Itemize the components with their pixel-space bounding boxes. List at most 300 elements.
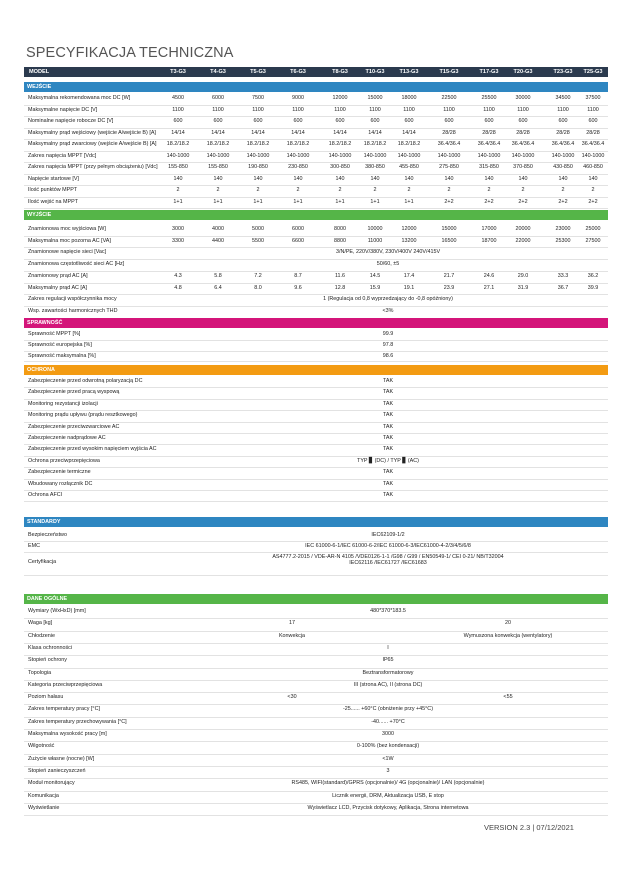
spec-row-value: 600 bbox=[253, 118, 263, 124]
spec-row-value: 2 bbox=[591, 187, 595, 193]
spec-row-value: 17.4 bbox=[403, 272, 415, 279]
spec-row-value: I bbox=[387, 644, 389, 651]
spec-row-value: 140 bbox=[173, 175, 183, 182]
row-divider bbox=[24, 575, 608, 576]
spec-row-value: 2 bbox=[521, 187, 525, 193]
spec-row-value: 155-850 bbox=[208, 164, 228, 170]
spec-row-label: Znamionowa częstotliwość sieci AC [Hz] bbox=[28, 261, 125, 268]
spec-row-value: <55 bbox=[503, 694, 513, 701]
spec-row-value: 140 bbox=[484, 175, 494, 182]
model-header-t25-g3: T25-G3 bbox=[583, 69, 603, 75]
row-divider bbox=[24, 433, 608, 434]
spec-row-value: 31.9 bbox=[517, 284, 529, 291]
row-divider bbox=[24, 704, 608, 705]
spec-row-value: 2 bbox=[407, 187, 411, 193]
spec-row-value: 14/14 bbox=[171, 129, 185, 136]
spec-row-value: 1100 bbox=[517, 106, 529, 113]
spec-row-value: 18700 bbox=[481, 237, 497, 244]
row-divider bbox=[24, 294, 608, 295]
spec-row-label: Kategoria przeciwprzepięciowa bbox=[28, 681, 103, 688]
spec-row-value: 18.2/18.2 bbox=[397, 141, 421, 147]
spec-row-value: Licznik energii, DRM, Aktualizacja USB, E stop bbox=[332, 792, 444, 799]
row-divider bbox=[24, 803, 608, 804]
spec-row-value: 1100 bbox=[212, 106, 224, 113]
spec-row-value: 1100 bbox=[587, 106, 599, 113]
spec-row-value: 16500 bbox=[441, 237, 457, 244]
model-header-t6-g3: T6-G3 bbox=[290, 69, 306, 75]
spec-row-value: 4400 bbox=[212, 237, 224, 244]
spec-row-value: TAK bbox=[382, 378, 394, 384]
spec-row-value: IEC 61000-6-1/IEC 61000-6-2/IEC 61000-6-3/IEC61000-4-2/3/4/5/6/8 bbox=[305, 542, 471, 549]
spec-row-value: 600 bbox=[370, 118, 380, 124]
spec-row-value: 14/14 bbox=[368, 129, 382, 136]
spec-row-value: 2 bbox=[176, 187, 180, 193]
spec-row-label: Znamionowe napięcie sieci [Vac] bbox=[28, 249, 107, 256]
spec-row-label: Poziom hałasu bbox=[28, 694, 64, 701]
spec-row-value: 27500 bbox=[585, 237, 601, 244]
spec-row-value: 18.2/18.2 bbox=[206, 141, 230, 147]
row-divider bbox=[24, 444, 608, 445]
spec-row-value: 2+2 bbox=[444, 198, 454, 205]
spec-row-value: 1100 bbox=[443, 106, 455, 113]
spec-row-value: 275-850 bbox=[439, 164, 459, 170]
spec-row-value: 6000 bbox=[292, 226, 304, 232]
spec-row-value: 1+1 bbox=[370, 198, 380, 205]
spec-row-value: 1+1 bbox=[213, 198, 223, 205]
model-header-t13-g3: T13-G3 bbox=[399, 69, 419, 75]
spec-row-value: 1100 bbox=[483, 106, 495, 113]
spec-row-value: 25500 bbox=[481, 95, 497, 101]
spec-row-value: 4000 bbox=[212, 226, 224, 232]
spec-row-value: 1100 bbox=[403, 106, 415, 113]
section-header-5: STANDARDY bbox=[24, 517, 608, 527]
spec-row-value: 11.6 bbox=[334, 272, 346, 279]
spec-row-label: Zabezpieczenie przed odwrotną polaryzacją DC bbox=[28, 378, 143, 384]
row-divider bbox=[24, 271, 608, 272]
spec-row-value: 28/28 bbox=[442, 129, 456, 136]
spec-row-label: Monitoring rezystancji izolacji bbox=[28, 400, 98, 407]
spec-row-value: 2 bbox=[447, 187, 451, 193]
spec-row-label: Maksymalne napięcie DC [V] bbox=[28, 106, 98, 113]
spec-row-value: 2+2 bbox=[588, 198, 598, 205]
spec-row-value: 140 bbox=[558, 175, 568, 182]
spec-row-value: 1+1 bbox=[335, 198, 345, 205]
spec-row-label: Ochrona przeciwprzepięciowa bbox=[28, 457, 100, 464]
spec-row-label: Ilość punktów MPPT bbox=[28, 187, 78, 193]
spec-row-label: Maksymalna rekomendowana moc DC [W] bbox=[28, 95, 131, 101]
spec-row-value: 50/60, ±5 bbox=[376, 261, 400, 268]
spec-row-value: 11000 bbox=[367, 237, 383, 244]
spec-row-value: TAK bbox=[382, 446, 394, 453]
spec-row-value: 23.9 bbox=[443, 284, 455, 291]
spec-row-value: 315-850 bbox=[479, 164, 499, 170]
row-divider bbox=[24, 741, 608, 742]
row-divider bbox=[24, 552, 608, 553]
spec-row-label: Zabezpieczenie przeciwzwarciowe AC bbox=[28, 423, 120, 430]
spec-row-value: 140-1000 bbox=[286, 152, 310, 159]
spec-row-value: 140-1000 bbox=[581, 152, 605, 159]
model-header-t3-g3: T3-G3 bbox=[170, 69, 186, 75]
row-divider bbox=[24, 174, 608, 175]
spec-row-value: 600 bbox=[213, 118, 223, 124]
spec-row-label: Zabezpieczenie nadprądowe AC bbox=[28, 435, 106, 441]
spec-row-value: 15000 bbox=[367, 95, 383, 101]
spec-row-value: Konwekcja bbox=[278, 632, 306, 639]
spec-row-label: Wyświetlanie bbox=[28, 804, 60, 811]
spec-row-value: TAK bbox=[382, 423, 394, 430]
spec-row-value: TAK bbox=[382, 400, 394, 407]
row-divider bbox=[24, 399, 608, 400]
spec-row-value: 22000 bbox=[515, 237, 531, 244]
spec-row-value: 2 bbox=[561, 187, 565, 193]
spec-row-label: Maksymalny prąd AC [A] bbox=[28, 284, 88, 291]
spec-row-value: 600 bbox=[558, 118, 568, 124]
spec-row-value: 460-850 bbox=[583, 164, 603, 170]
spec-row-value: 25300 bbox=[555, 237, 571, 244]
spec-row-value: 18.2/18.2 bbox=[286, 141, 310, 147]
spec-row-value: 33.3 bbox=[557, 272, 569, 279]
spec-row-label: Maksymalna moc pozorna AC [VA] bbox=[28, 237, 111, 244]
model-header-row bbox=[24, 67, 608, 77]
spec-row-value: TAK bbox=[382, 435, 394, 441]
spec-row-label: Sprawność maksymalna [%] bbox=[28, 352, 96, 359]
spec-row-value: 13200 bbox=[401, 237, 417, 244]
row-divider bbox=[24, 387, 608, 388]
spec-row-value: TYP ▊ (DC) / TYP ▊ (AC) bbox=[357, 457, 419, 464]
row-divider bbox=[24, 655, 608, 656]
spec-row-value: 230-850 bbox=[288, 164, 308, 170]
spec-row-value: 23000 bbox=[555, 226, 571, 232]
row-divider bbox=[24, 128, 608, 129]
spec-row-value: 1100 bbox=[369, 106, 381, 113]
spec-row-value: 0-100% (bez kondensacji) bbox=[356, 743, 420, 750]
spec-row-label: Maksymalna wysokość pracy [m] bbox=[28, 731, 107, 737]
spec-row-value: 28/28 bbox=[586, 129, 600, 136]
spec-row-value: 18.2/18.2 bbox=[246, 141, 270, 147]
spec-row-value: TAK bbox=[382, 469, 394, 476]
spec-row-value: 140-1000 bbox=[511, 152, 535, 159]
spec-row-value: 300-850 bbox=[330, 164, 350, 170]
spec-row-value: 25000 bbox=[585, 226, 601, 232]
spec-row-value: 17 bbox=[289, 620, 295, 627]
spec-row-value: 1100 bbox=[334, 106, 346, 113]
spec-row-value: 7.2 bbox=[254, 272, 262, 279]
spec-row-value: III (strona AC), II (strona DC) bbox=[353, 681, 423, 688]
row-divider bbox=[24, 105, 608, 106]
spec-row-value: 140 bbox=[370, 175, 380, 182]
spec-row-value: 36.4/36.4 bbox=[511, 141, 535, 147]
row-divider bbox=[24, 116, 608, 117]
spec-row-value: 36.4/36.4 bbox=[477, 141, 501, 147]
spec-row-value: 37500 bbox=[585, 95, 601, 101]
model-header-label: MODEL bbox=[29, 69, 50, 75]
spec-row-label: Zabezpieczenie termiczne bbox=[28, 469, 91, 476]
spec-row-value: 2 bbox=[338, 187, 342, 193]
version-footer: VERSION 2.3 | 07/12/2021 bbox=[484, 823, 574, 832]
row-divider bbox=[24, 717, 608, 718]
spec-row-value: 8800 bbox=[334, 237, 346, 244]
spec-row-value: 30000 bbox=[515, 95, 531, 101]
spec-row-value: 600 bbox=[484, 118, 494, 124]
row-divider bbox=[24, 259, 608, 260]
model-header-t23-g3: T23-G3 bbox=[553, 69, 573, 75]
spec-row-label: EMC bbox=[28, 542, 40, 549]
spec-row-value: IEC62109-1/2 bbox=[371, 532, 405, 538]
spec-row-value: 600 bbox=[588, 118, 598, 124]
spec-row-value: 155-850 bbox=[168, 164, 188, 170]
row-divider bbox=[24, 692, 608, 693]
section-header-2: WYJŚCIE bbox=[24, 210, 608, 220]
spec-row-label: Bezpieczeństwo bbox=[28, 532, 67, 538]
spec-row-value: 14/14 bbox=[402, 129, 416, 136]
row-divider bbox=[24, 351, 608, 352]
spec-row-value: 370-850 bbox=[513, 164, 533, 170]
spec-row-label: Komunikacja bbox=[28, 792, 59, 799]
spec-row-value: 28/28 bbox=[482, 129, 496, 136]
row-divider bbox=[24, 815, 608, 816]
row-divider bbox=[24, 185, 608, 186]
spec-row-value: 9.6 bbox=[294, 284, 302, 291]
row-divider bbox=[24, 361, 608, 362]
spec-row-label: Sprawność MPPT [%] bbox=[28, 331, 81, 337]
spec-row-value: 6.4 bbox=[214, 284, 222, 291]
spec-row-value: 4.8 bbox=[174, 284, 182, 291]
spec-row-value: 600 bbox=[518, 118, 528, 124]
spec-row-value: 19.1 bbox=[403, 284, 415, 291]
spec-row-label: Stopień ochrony bbox=[28, 657, 67, 664]
section-header-4: OCHRONA bbox=[24, 365, 608, 375]
spec-row-value: 21.7 bbox=[443, 272, 455, 279]
row-divider bbox=[24, 479, 608, 480]
spec-row-value: 12000 bbox=[401, 226, 417, 232]
spec-row-value: 3000 bbox=[382, 731, 394, 737]
spec-row-value: 17000 bbox=[481, 226, 497, 232]
spec-row-value: RS485, WIFI(standard)/GPRS (opcjonalnie)/ 4G (opcjonalnie)/ LAN (opcjonalnie) bbox=[291, 780, 485, 787]
spec-row-value: 140-1000 bbox=[206, 152, 230, 159]
spec-row-label: Zakres napięcia MPPT [Vdc] bbox=[28, 152, 97, 159]
model-header-t8-g3: T8-G3 bbox=[332, 69, 348, 75]
spec-row-value: 2 bbox=[256, 187, 260, 193]
spec-row-label: Maksymalny prąd wejściowy (wejście A/wejście B) [A] bbox=[28, 129, 156, 136]
spec-row-label: Klasa ochronności bbox=[28, 644, 73, 651]
spec-row-value: 97.8 bbox=[382, 341, 394, 348]
spec-row-value: 8.7 bbox=[294, 272, 302, 279]
spec-row-label: Waga [kg] bbox=[28, 620, 53, 627]
spec-row-value: Wyświetlacz LCD, Przycisk dotykowy, Aplikacja, Strona internetowa bbox=[307, 804, 469, 811]
row-divider bbox=[24, 668, 608, 669]
spec-row-value: 600 bbox=[335, 118, 345, 124]
spec-row-label: Sprawność europejska [%] bbox=[28, 341, 92, 348]
section-header-6: DANE OGÓLNE bbox=[24, 594, 608, 604]
spec-row-value: <1W bbox=[382, 755, 394, 762]
spec-row-label: Chłodzenie bbox=[28, 632, 55, 639]
spec-row-value: 140-1000 bbox=[437, 152, 461, 159]
spec-row-value: AS4777.2-2015 / VDE-AR-N 4105 /VDE0126-1-1 /G98 / G99 / EN50549-1/ CEI 0-21/ NB/T32004 bbox=[272, 553, 504, 560]
spec-row-label: Znamionowy prąd AC [A] bbox=[28, 272, 88, 279]
row-divider bbox=[24, 456, 608, 457]
spec-row bbox=[24, 554, 608, 578]
spec-row-label: Stopień zanieczyszczeń bbox=[28, 767, 86, 774]
spec-row-value: TAK bbox=[382, 480, 394, 487]
spec-row-value: 140 bbox=[518, 175, 528, 182]
spec-row-value: 1+1 bbox=[173, 198, 183, 205]
spec-row-value: 18.2/18.2 bbox=[363, 141, 387, 147]
spec-row-value: 3/N/PE, 220V/380V, 230V/400V 240V/415V bbox=[335, 249, 441, 256]
spec-row-value: 1+1 bbox=[253, 198, 263, 205]
spec-row-value: 480*370*183.5 bbox=[370, 608, 406, 614]
spec-row-label: Topologia bbox=[28, 669, 52, 676]
spec-row-value: IP65 bbox=[382, 657, 394, 664]
spec-row-value: 99.9 bbox=[382, 331, 394, 337]
row-divider bbox=[24, 197, 608, 198]
spec-row-value: 5500 bbox=[252, 237, 264, 244]
spec-row-value: 2 bbox=[487, 187, 491, 193]
spec-row-value: IEC62116 /IEC61727 /IEC61683 bbox=[349, 560, 427, 567]
spec-row-value: 22500 bbox=[441, 95, 457, 101]
row-divider bbox=[24, 151, 608, 152]
spec-row-value: 5000 bbox=[252, 226, 264, 232]
row-divider bbox=[24, 410, 608, 411]
spec-row-value: 2 bbox=[296, 187, 300, 193]
spec-row-value: 36.4/36.4 bbox=[581, 141, 605, 147]
spec-row-value: 36.2 bbox=[587, 272, 599, 279]
section-header-1: WEJŚCIE bbox=[24, 82, 608, 92]
row-divider bbox=[24, 643, 608, 644]
spec-row-value: 27.1 bbox=[483, 284, 495, 291]
spec-row-value: 140-1000 bbox=[363, 152, 387, 159]
row-divider bbox=[24, 422, 608, 423]
spec-row-value: 14/14 bbox=[211, 129, 225, 136]
spec-row-label: Ochrona AFCI bbox=[28, 492, 63, 498]
spec-row-value: TAK bbox=[382, 492, 394, 498]
spec-row-value: 98.6 bbox=[382, 352, 394, 359]
spec-row-value: 9000 bbox=[292, 95, 304, 101]
spec-row-value: 3300 bbox=[172, 237, 184, 244]
section-header-3: SPRAWNOŚĆ bbox=[24, 318, 608, 328]
row-divider bbox=[24, 754, 608, 755]
spec-row-value: 380-850 bbox=[365, 164, 385, 170]
spec-row-value: 14.5 bbox=[369, 272, 381, 279]
spec-row-value: 24.6 bbox=[483, 272, 495, 279]
spec-row-value: 8000 bbox=[334, 226, 346, 232]
spec-row-value: 3 bbox=[386, 767, 390, 774]
spec-row-value: 12.8 bbox=[334, 284, 346, 291]
spec-row-label: Zakres temperatury przechowywania [°C] bbox=[28, 718, 127, 725]
spec-row-label: Nominalne napięcie robocze DC [V] bbox=[28, 118, 114, 124]
spec-row-value: 140 bbox=[213, 175, 223, 182]
spec-row-value: -25...... +60°C (obniżenie przy +45°C) bbox=[342, 706, 434, 713]
spec-row-value: 18.2/18.2 bbox=[328, 141, 352, 147]
spec-row-value: 1+1 bbox=[293, 198, 303, 205]
spec-row-value: 14/14 bbox=[251, 129, 265, 136]
spec-row-label: Zabezpieczenie przed wysokim napięciem wyjścia AC bbox=[28, 446, 157, 453]
spec-row-label: Certyfikacja bbox=[28, 558, 57, 565]
row-divider bbox=[24, 139, 608, 140]
row-divider bbox=[24, 340, 608, 341]
spec-row-label: Zabezpieczenie przed pracą wyspową bbox=[28, 389, 120, 396]
spec-row-value: 36.4/36.4 bbox=[437, 141, 461, 147]
spec-row-value: 1100 bbox=[252, 106, 264, 113]
spec-row-value: 3000 bbox=[172, 226, 184, 232]
spec-row-value: 140-1000 bbox=[397, 152, 421, 159]
spec-row-value: 600 bbox=[173, 118, 183, 124]
row-divider bbox=[24, 778, 608, 779]
spec-row-value: <3% bbox=[382, 307, 394, 314]
spec-row-value: 1100 bbox=[292, 106, 304, 113]
spec-row-value: 2+2 bbox=[558, 198, 568, 205]
spec-row-label: Moduł monitorujący bbox=[28, 780, 75, 787]
spec-row-value: 39.9 bbox=[587, 284, 599, 291]
spec-row-label: Wsp. zawartości harmonicznych THD bbox=[28, 307, 118, 314]
spec-row-value: 8.0 bbox=[254, 284, 262, 291]
row-divider bbox=[24, 766, 608, 767]
spec-row-value: 12000 bbox=[332, 95, 348, 101]
spec-row-value: 140 bbox=[404, 175, 414, 182]
spec-row-label: Maksymalny prąd zwarciowy (wejście A/wejście B) [A] bbox=[28, 141, 157, 147]
model-header-t15-g3: T15-G3 bbox=[439, 69, 459, 75]
spec-row-value: 430-850 bbox=[553, 164, 573, 170]
row-divider bbox=[24, 467, 608, 468]
spec-row-value: 140-1000 bbox=[328, 152, 352, 159]
spec-row-label: Znamionowa moc wyjściowa [W] bbox=[28, 226, 106, 232]
spec-row-value: -40...... +70°C bbox=[371, 718, 405, 725]
row-divider bbox=[24, 618, 608, 619]
spec-row-label: Ilość wejść na MPPT bbox=[28, 198, 79, 205]
spec-row-value: 455-850 bbox=[399, 164, 419, 170]
spec-row-value: 28/28 bbox=[556, 129, 570, 136]
row-divider bbox=[24, 247, 608, 248]
spec-row-label: Wymiary (WxHxD) [mm] bbox=[28, 608, 86, 614]
spec-row-label: Zakres temperatury pracy [°C] bbox=[28, 706, 100, 713]
spec-row-value: 140-1000 bbox=[166, 152, 190, 159]
spec-row-label: Zużycie własne (nocne) [W] bbox=[28, 755, 95, 762]
model-header-t17-g3: T17-G3 bbox=[479, 69, 499, 75]
model-header-t10-g3: T10-G3 bbox=[365, 69, 385, 75]
spec-row-value: 10000 bbox=[367, 226, 383, 232]
spec-row-value: 1 (Regulacja od 0,8 wyprzedzający do -0,8 opóźniony) bbox=[323, 296, 453, 303]
row-divider bbox=[24, 501, 608, 502]
spec-row-value: 5.8 bbox=[214, 272, 222, 279]
row-divider bbox=[24, 631, 608, 632]
spec-row-label: Wbudowany rozłącznik DC bbox=[28, 480, 93, 487]
spec-row-value: 600 bbox=[293, 118, 303, 124]
spec-row-value: 600 bbox=[404, 118, 414, 124]
spec-row-value: 1100 bbox=[557, 106, 569, 113]
spec-row-value: TAK bbox=[382, 412, 394, 419]
spec-row-value: 34500 bbox=[555, 95, 571, 101]
spec-row-value: 6600 bbox=[292, 237, 304, 244]
spec-row-value: 36.4/36.4 bbox=[551, 141, 575, 147]
page-title: SPECYFIKACJA TECHNICZNA bbox=[26, 45, 234, 61]
spec-row-value: 18000 bbox=[401, 95, 417, 101]
spec-row-value: 29.0 bbox=[517, 272, 529, 279]
spec-row-label: Napięcie startowe [V] bbox=[28, 175, 79, 182]
spec-row-value: 20000 bbox=[515, 226, 531, 232]
spec-row-value: 140 bbox=[444, 175, 454, 182]
spec-row-value: 15.9 bbox=[369, 284, 381, 291]
spec-row-value: 2 bbox=[216, 187, 220, 193]
spec-row-value: 2+2 bbox=[518, 198, 528, 205]
spec-row-value: 140 bbox=[588, 175, 598, 182]
spec-row-label: Zakres napięcia MPPT (przy pełnym obciążeniu) [Vdc] bbox=[28, 164, 158, 170]
spec-row-value: 7500 bbox=[252, 95, 264, 101]
spec-row-value: 140 bbox=[335, 175, 345, 182]
model-header-t20-g3: T20-G3 bbox=[513, 69, 533, 75]
spec-row-value: 36.7 bbox=[557, 284, 569, 291]
row-divider bbox=[24, 729, 608, 730]
spec-row-value: 1+1 bbox=[404, 198, 414, 205]
spec-row-value: 14/14 bbox=[291, 129, 305, 136]
